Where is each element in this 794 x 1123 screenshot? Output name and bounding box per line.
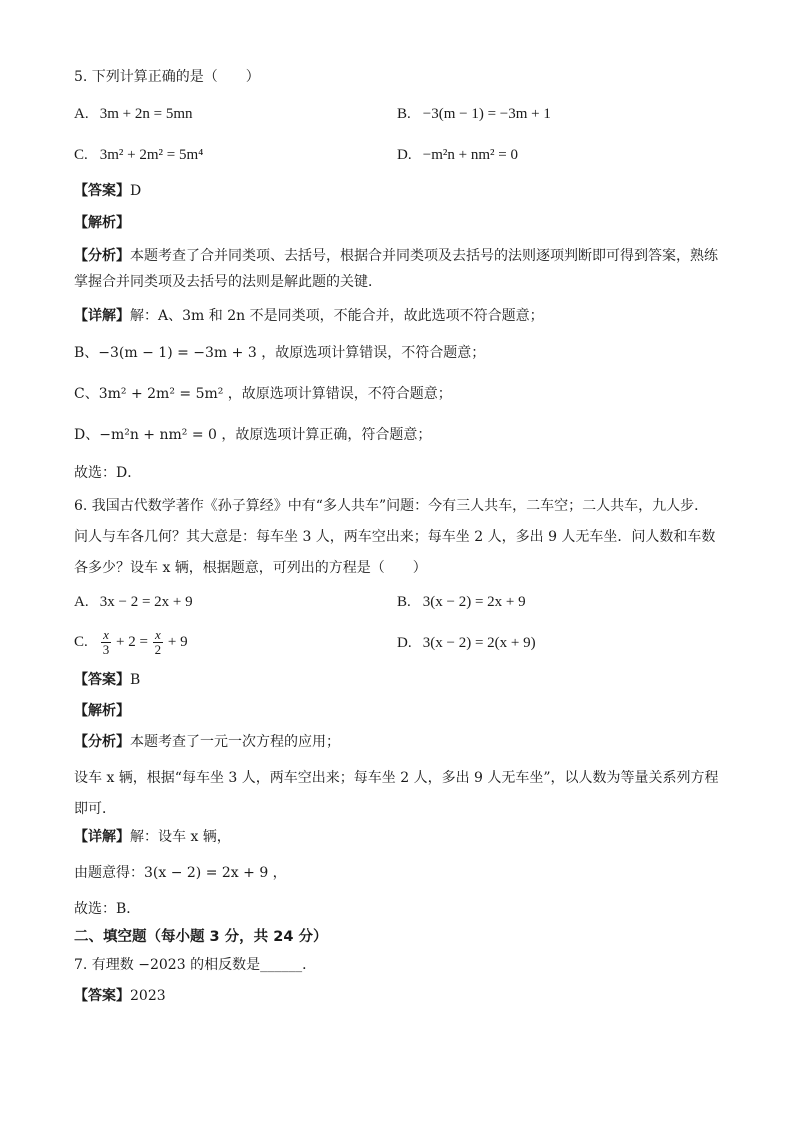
- detail-label: 【详解】: [74, 308, 130, 324]
- analysis-text: 本题考查了一元一次方程的应用；: [130, 734, 340, 750]
- option-letter: D.: [397, 147, 412, 163]
- option-expr: 3x − 2 = 2x + 9: [99, 594, 193, 610]
- detail-label: 【详解】: [74, 829, 130, 845]
- detail-text: 解：A、3m 和 2n 不是同类项，不能合并，故此选项不符合题意；: [130, 308, 544, 324]
- q6-analysis-2: 设车 x 辆，根据“每车坐 3 人，两车空出来；每车坐 2 人，多出 9 人无车坐”，以人数为等量关系列方程即可．: [74, 770, 719, 817]
- option-expr: 3m² + 2m² = 5m⁴: [99, 147, 204, 163]
- fraction-numerator: x: [153, 628, 164, 643]
- option-expr: −m²n + nm² = 0: [422, 147, 518, 163]
- fraction-x-over-2: [153, 628, 164, 657]
- option-expr: 3(x − 2) = 2(x + 9): [422, 635, 536, 651]
- fraction-denominator: 2: [154, 642, 162, 658]
- q5-option-b: [397, 104, 551, 124]
- analysis-label: 【分析】: [74, 248, 130, 264]
- q5-detail-c: C、3m² + 2m² = 5m² ，故原选项计算错误，不符合题意；: [74, 386, 452, 402]
- fraction-x-over-3: [101, 628, 112, 657]
- answer-label: 【答案】: [74, 183, 130, 199]
- q6-detail-a: [74, 827, 231, 847]
- q5-option-a: [74, 104, 193, 124]
- option-letter: C.: [74, 147, 88, 163]
- analysis-text: 本题考查了合并同类项、去括号，根据合并同类项及去括号的法则逐项判断即可得到答案，熟练掌握合并同类项及去括号的法则是解此题的关键．: [74, 248, 718, 290]
- q6-jiexi: 【解析】: [74, 703, 130, 719]
- q6-option-b: [397, 592, 526, 612]
- q5-option-d: [397, 145, 518, 165]
- option-letter: D.: [397, 635, 412, 651]
- fraction-numerator: x: [101, 628, 112, 643]
- option-expr: 3(x − 2) = 2x + 9: [422, 594, 526, 610]
- option-letter: B.: [397, 594, 411, 610]
- q5-choose: 故选：D．: [74, 465, 142, 481]
- option-expr: −3(m − 1) = −3m + 1: [422, 106, 551, 122]
- answer-label: 【答案】: [74, 672, 130, 688]
- q6-analysis: [74, 732, 340, 752]
- option-letter: C.: [74, 634, 88, 650]
- option-letter: A.: [74, 106, 89, 122]
- q6-choose: 故选：B．: [74, 901, 141, 917]
- q6-option-a: [74, 592, 193, 612]
- detail-text: 解：设车 x 辆，: [130, 829, 231, 845]
- q5-answer: [74, 181, 141, 201]
- q6-option-d: [397, 633, 536, 653]
- option-letter: B.: [397, 106, 411, 122]
- option-expr-middle: + 2 =: [116, 634, 148, 650]
- q6-detail-b: 由题意得：3(x − 2) = 2x + 9 ，: [74, 865, 287, 881]
- q5-jiexi: 【解析】: [74, 215, 130, 231]
- q5-stem: 5. 下列计算正确的是（ ）: [74, 69, 260, 85]
- answer-value: B: [130, 672, 141, 688]
- q5-analysis: [74, 243, 720, 295]
- q6-stem: 6. 我国古代数学著作《孙子算经》中有“多人共车”问题：今有三人共车，二车空；二人共车，九人步．问人与车各几何？其大意是：每车坐 3 人，两车空出来；每车坐 2 人，多出 9 人无车坐．问人数和车数各多少？设车 x 辆，根据题意，可列出的方程是（ ）: [74, 498, 716, 576]
- fraction-denominator: 3: [102, 642, 110, 658]
- answer-value: D: [130, 183, 142, 199]
- answer-label: 【答案】: [74, 988, 130, 1004]
- q6-answer: [74, 670, 140, 690]
- analysis-label: 【分析】: [74, 734, 130, 750]
- q5-detail-d: D、−m²n + nm² = 0 ，故原选项计算正确，符合题意；: [74, 427, 432, 443]
- q7-stem: 7. 有理数 −2023 的相反数是______．: [74, 957, 317, 973]
- option-expr-end: + 9: [167, 634, 188, 650]
- option-expr: 3m + 2n = 5mn: [99, 106, 193, 122]
- q5-option-c: [74, 145, 203, 165]
- section-heading: 二、填空题（每小题 3 分，共 24 分）: [74, 929, 328, 945]
- q5-detail-a: [74, 306, 544, 326]
- q5-detail-b: B、−3(m − 1) = −3m + 3 ，故原选项计算错误，不符合题意；: [74, 345, 486, 361]
- answer-value: 2023: [130, 988, 166, 1004]
- q7-answer: [74, 986, 166, 1006]
- option-letter: A.: [74, 594, 89, 610]
- q6-option-c: [74, 626, 188, 658]
